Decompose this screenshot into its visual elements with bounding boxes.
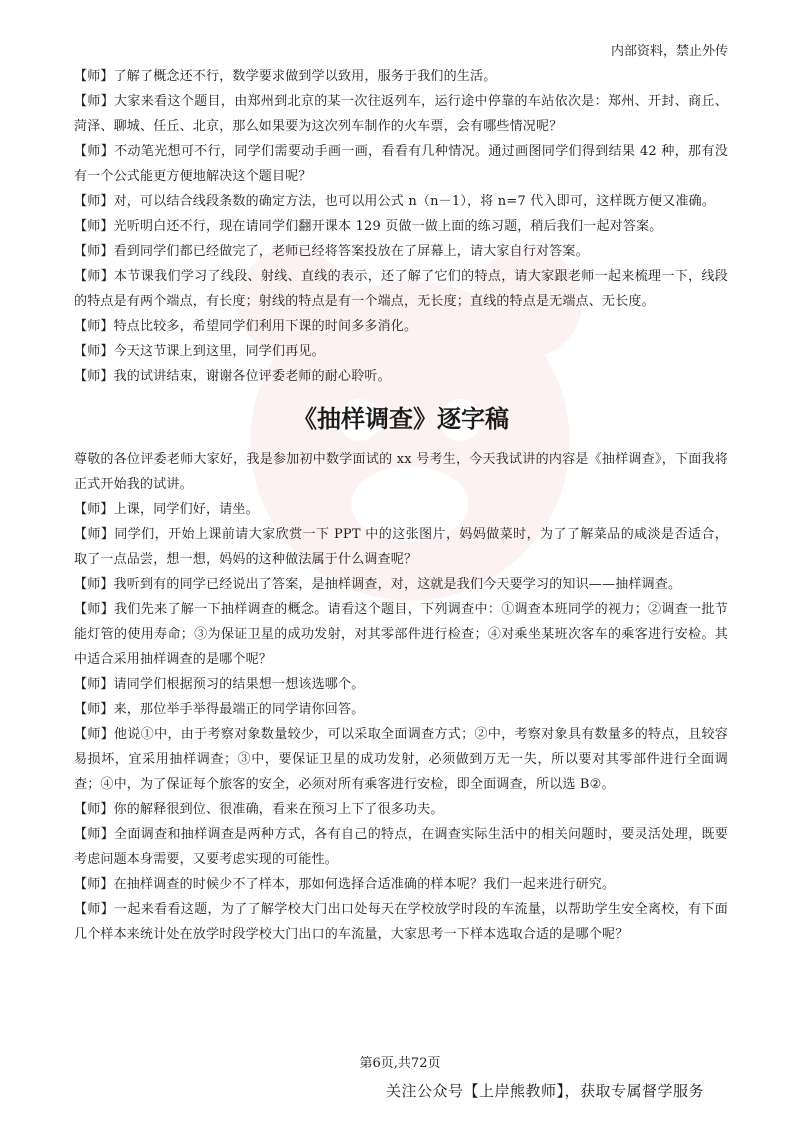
footer-promo: 关注公众号【上岸熊教师】，获取专属督学服务	[385, 1082, 704, 1100]
paragraph: 【师】一起来看看这题，为了了解学校大门出口处每天在学校放学时段的车流量，以帮助学生安全离校，有下面几个样本来统计处在放学时段学校大门出口的车流量，大家思考一下样本选取合适的是哪个呢？	[74, 902, 728, 942]
paragraph: 【师】特点比较多，希望同学们利用下课的时间多多消化。	[74, 319, 418, 334]
section-title: 《抽样调查》逐字稿	[293, 405, 509, 433]
paragraph: 【师】全面调查和抽样调查是两种方式，各有自己的特点，在调查实际生活中的相关问题时，要灵活处理，既要考虑问题本身需要，又要考虑实现的可能性。	[74, 827, 728, 867]
paragraph: 【师】上课，同学们好，请坐。	[74, 502, 259, 517]
paragraph: 【师】看到同学们都已经做完了，老师已经将答案投放在了屏幕上，请大家自行对答案。	[74, 244, 589, 259]
page-number: 第6页,共72页	[359, 1056, 441, 1071]
paragraph: 【师】他说①中，由于考察对象数量较少，可以采取全面调查方式；②中，考察对象具有数量多的特点，且较容易损坏，宜采用抽样调查；③中，要保证卫星的成功发射，必须做到万无一失，所以要对其零部件进行全面调查；④中，为了保证每个旅客的安全，必须对所有乘客进行安检，即全面调查，所以选 B②。	[74, 727, 728, 792]
paragraph: 【师】不动笔光想可不行，同学们需要动手画一画，看看有几种情况。通过画图同学们得到结果 42 种，那有没有一个公式能更方便地解决这个题目呢？	[74, 144, 728, 184]
paragraph: 【师】光听明白还不行，现在请同学们翻开课本 129 页做一做上面的练习题，稍后我们一起对答案。	[74, 219, 663, 234]
paragraph: 【师】我的试讲结束，谢谢各位评委老师的耐心聆听。	[74, 369, 391, 384]
paragraph: 【师】今天这节课上到这里，同学们再见。	[74, 344, 325, 359]
paragraph: 【师】了解了概念还不行，数学要求做到学以致用，服务于我们的生活。	[74, 69, 497, 84]
confidential-notice: 内部资料，禁止外传	[610, 44, 728, 59]
paragraph: 【师】对，可以结合线段条数的确定方法，也可以用公式 n（n－1），将 n=7 代入即可，这样既方便又准确。	[74, 194, 716, 209]
paragraph: 【师】你的解释很到位、很准确，看来在预习上下了很多功夫。	[74, 802, 444, 817]
paragraph: 【师】同学们，开始上课前请大家欣赏一下 PPT 中的这张图片，妈妈做菜时，为了了解菜品的咸淡是否适合，取了一点品尝，想一想，妈妈的这种做法属于什么调查呢？	[74, 527, 728, 567]
paragraph: 【师】在抽样调查的时候少不了样本，那如何选择合适准确的样本呢？我们一起来进行研究。	[74, 877, 616, 892]
paragraph: 【师】来，那位举手举得最端正的同学请你回答。	[74, 702, 365, 717]
paragraph: 【师】大家来看这个题目，由郑州到北京的某一次往返列车，运行途中停靠的车站依次是：郑州、开封、商丘、菏泽、聊城、任丘、北京，那么如果要为这次列车制作的火车票，会有哪些情况呢？	[74, 94, 728, 134]
paragraph: 尊敬的各位评委老师大家好，我是参加初中数学面试的 xx 号考生，今天我试讲的内容是《抽样调查》，下面我将正式开始我的试讲。	[74, 452, 728, 492]
paragraph: 【师】我们先来了解一下抽样调查的概念。请看这个题目，下列调查中：①调查本班同学的视力；②调查一批节能灯管的使用寿命；③为保证卫星的成功发射，对其零部件进行检查；④对乘坐某班次客车的乘客进行安检。其中适合采用抽样调查的是哪个呢？	[74, 602, 728, 667]
paragraph: 【师】我听到有的同学已经说出了答案，是抽样调查，对，这就是我们今天要学习的知识——抽样调查。	[74, 577, 682, 592]
document-body	[74, 64, 728, 947]
paragraph: 【师】请同学们根据预习的结果想一想该选哪个。	[74, 677, 365, 692]
paragraph: 【师】本节课我们学习了线段、射线、直线的表示，还了解了它们的特点，请大家跟老师一起来梳理一下，线段的特点是有两个端点，有长度；射线的特点是有一个端点，无长度；直线的特点是无端点、无长度。	[74, 269, 728, 309]
